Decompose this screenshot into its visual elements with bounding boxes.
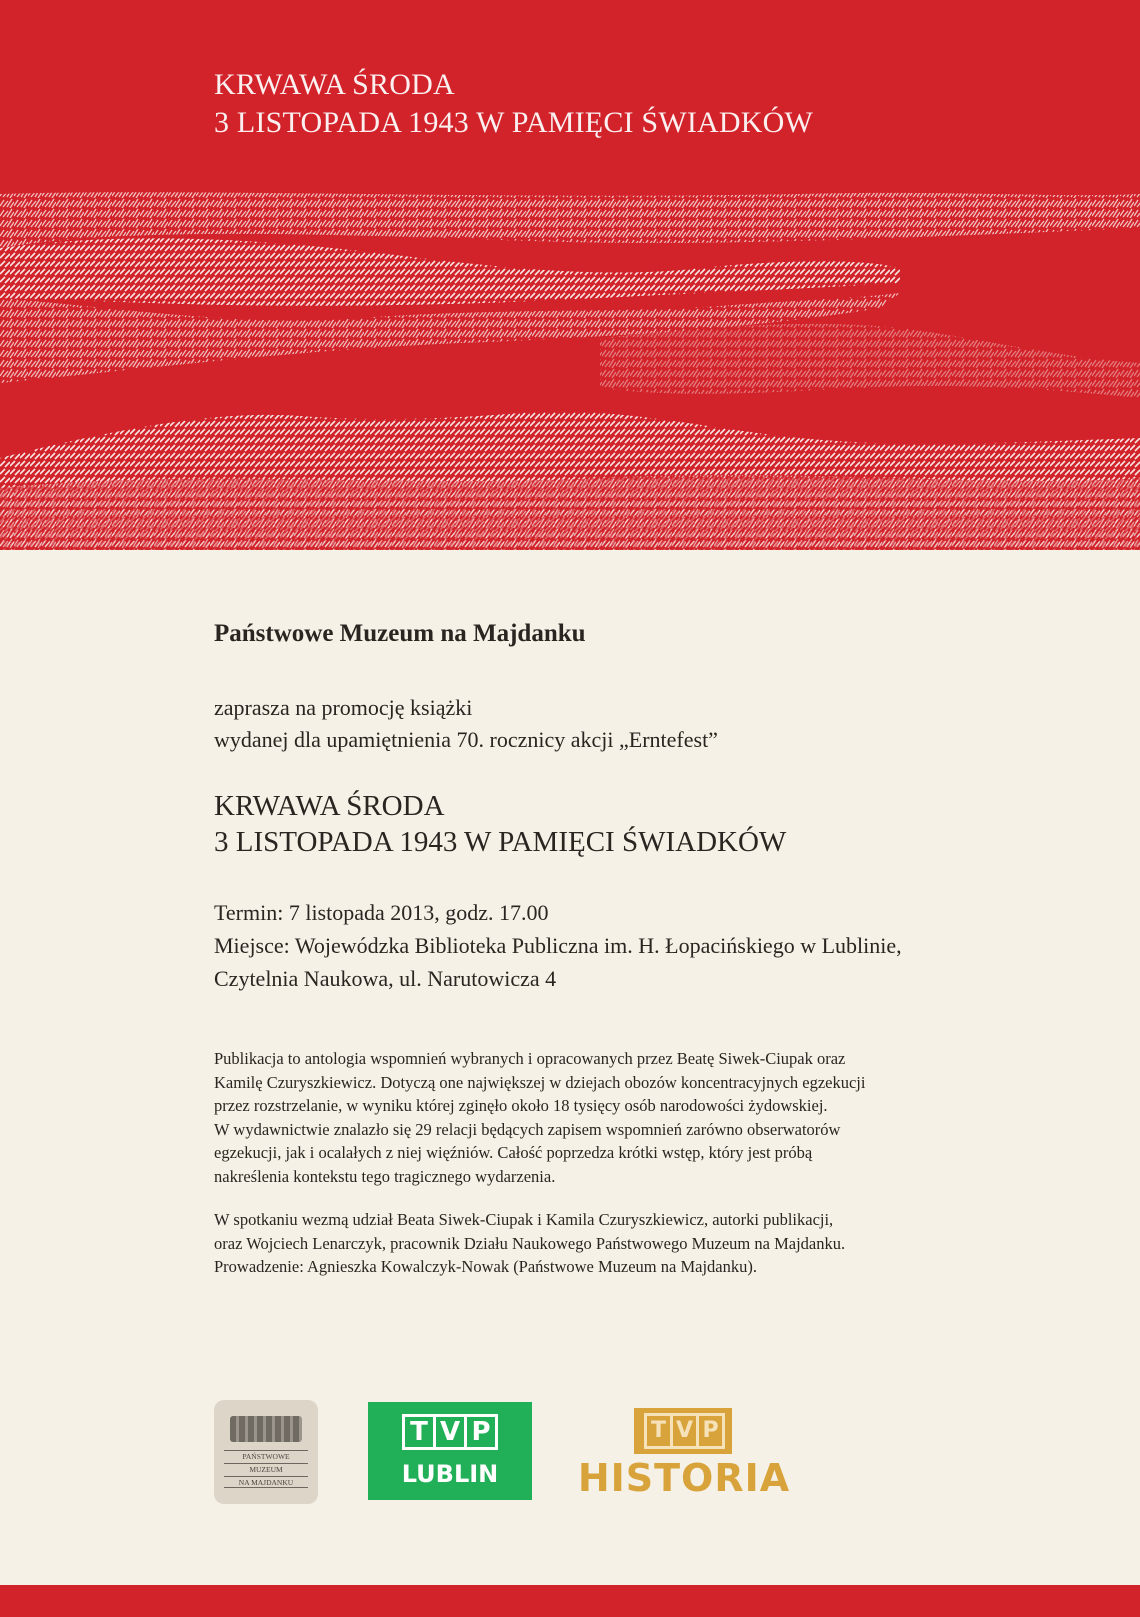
- tvp-letter: P: [471, 1417, 491, 1447]
- event-place-line2: Czytelnia Naukowa, ul. Narutowicza 4: [214, 966, 557, 991]
- book-title-line2: 3 LISTOPADA 1943 W PAMIĘCI ŚWIADKÓW: [214, 826, 787, 858]
- invitation-line1: zaprasza na promocję książki: [214, 695, 473, 720]
- museum-logo-line2: MUZEUM: [224, 1463, 308, 1474]
- header-title: [214, 66, 813, 142]
- paragraph-line: W wydawnictwie znalazło się 29 relacji będących zapisem wspomnień zarówno obserwatorów: [214, 1119, 841, 1139]
- tvp-historia-logo: [576, 1400, 796, 1504]
- museum-logo-line1: PAŃSTWOWE: [224, 1450, 308, 1461]
- paragraph-line: Kamilę Czuryszkiewicz. Dotyczą one największej w dziejach obozów koncentracyjnych egzekucji: [214, 1072, 866, 1092]
- footer-bar: [0, 1585, 1140, 1617]
- museum-logo: [214, 1400, 318, 1504]
- event-details: [214, 896, 902, 995]
- event-place-line1: Miejsce: Wojewódzka Biblioteka Publiczna im. H. Łopacińskiego w Lublinie,: [214, 933, 902, 958]
- header-banner: [0, 0, 1140, 188]
- tvp-letter: V: [673, 1416, 699, 1446]
- paragraph-line: oraz Wojciech Lenarczyk, pracownik Działu Naukowego Państwowego Muzeum na Majdanku.: [214, 1233, 846, 1253]
- invitation-line2: wydanej dla upamiętnienia 70. rocznicy akcji „Erntefest”: [214, 727, 718, 752]
- tvp-letter: P: [702, 1418, 719, 1443]
- book-title-line1: KRWAWA ŚRODA: [214, 790, 445, 822]
- tvp-historia-mark: [634, 1408, 732, 1454]
- paragraph-line: W spotkaniu wezmą udział Beata Siwek-Ciupak i Kamila Czuryszkiewicz, autorki publikacji,: [214, 1210, 834, 1229]
- tvp-letter: T: [405, 1417, 436, 1447]
- paragraph-line: Publikacja to antologia wspomnień wybranych i opracowanych przez Beatę Siwek-Ciupak oraz: [214, 1049, 846, 1068]
- invitation-text: [214, 692, 718, 756]
- landscape-illustration: [0, 188, 1140, 550]
- tvp-lublin-logo: [368, 1402, 532, 1500]
- paragraph-line: egzekucji, jak i ocalałych z niej więźniów. Całość poprzedza krótki wstęp, który jest próbą: [214, 1143, 813, 1162]
- tvp-historia-label: HISTORIA: [577, 1456, 791, 1500]
- description-paragraph: [214, 1047, 994, 1188]
- tvp-letter: T: [647, 1416, 673, 1446]
- header-title-line1: KRWAWA ŚRODA: [214, 68, 455, 101]
- sponsor-logos: [214, 1400, 814, 1504]
- event-date: Termin: 7 listopada 2013, godz. 17.00: [214, 900, 549, 925]
- paragraph-line: przez rozstrzelanie, w wyniku której zginęło około 18 tysięcy osób narodowości żydowskiej.: [214, 1096, 828, 1115]
- museum-trees-icon: [230, 1416, 302, 1442]
- organizer-name: Państwowe Muzeum na Majdanku: [214, 620, 586, 647]
- tvp-lublin-label: LUBLIN: [401, 1460, 499, 1488]
- header-title-line2: 3 LISTOPADA 1943 W PAMIĘCI ŚWIADKÓW: [214, 106, 814, 139]
- tvp-mark-icon: [644, 1413, 725, 1449]
- tvp-mark-icon: [402, 1414, 498, 1450]
- paragraph-line: Prowadzenie: Agnieszka Kowalczyk-Nowak (Państwowe Muzeum na Majdanku).: [214, 1257, 757, 1276]
- book-title: [214, 788, 786, 860]
- museum-logo-line3: NA MAJDANKU: [224, 1476, 308, 1488]
- paragraph-line: nakreślenia kontekstu tego tragicznego wydarzenia.: [214, 1166, 556, 1186]
- participants-paragraph: [214, 1208, 994, 1279]
- tvp-letter: V: [436, 1417, 467, 1447]
